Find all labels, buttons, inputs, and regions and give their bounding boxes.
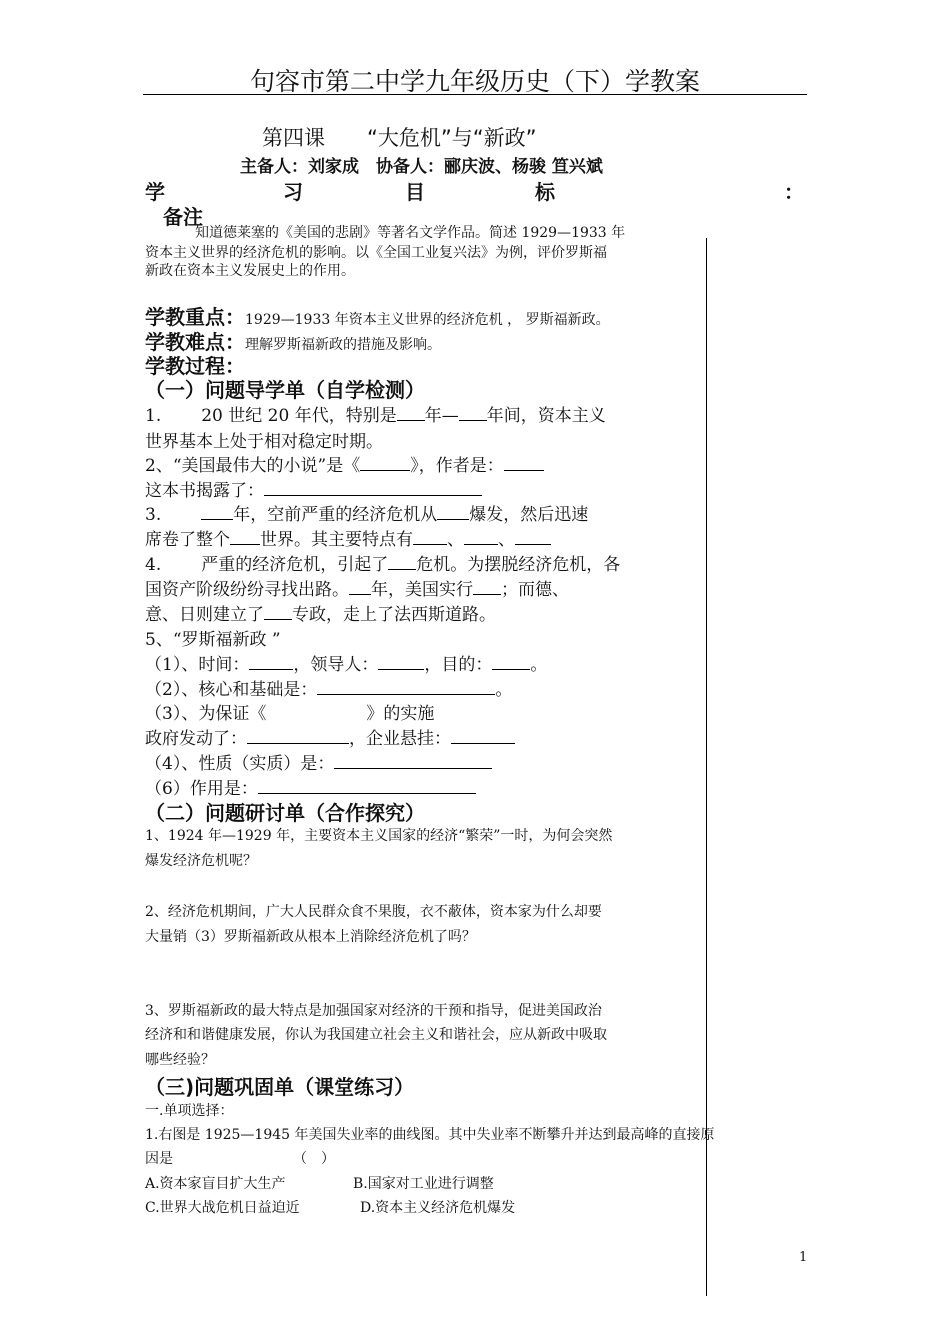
header-rule [143, 94, 807, 95]
goals-text-line-3: 新政在资本主义发展史上的作用。 [145, 263, 355, 279]
s1-q2-text-b: 》，作者是： [410, 456, 504, 476]
s1-q1-text-c: 年间，资本主义 [486, 406, 606, 426]
s1-q5-p1-end: 。 [530, 655, 548, 675]
s1-q2-blank-reveal[interactable] [264, 478, 482, 496]
s1-q5-p1-purpose: ，目的： [424, 655, 493, 675]
s1-q1-line2: 世界基本上处于相对稳定时期。 [145, 432, 383, 452]
s1-q3-blank-feature-1[interactable] [413, 527, 447, 545]
s1-q3-blank-place[interactable] [437, 502, 469, 520]
s1-q5-blank-campaign[interactable] [247, 726, 349, 744]
s1-q5-part4 [145, 749, 492, 774]
s1-q1-text-a: 20 世纪 20 年代，特别是 [201, 406, 397, 426]
s1-q5-blank-flag[interactable] [451, 726, 515, 744]
s1-q4-blank-policy[interactable] [473, 577, 501, 595]
goals-heading-char-4: 标 [535, 180, 555, 204]
s3-option-a[interactable]: A.资本家盲目扩大生产 [145, 1176, 286, 1192]
s1-q3-sep-1: 、 [447, 530, 464, 550]
s1-q2-blank-author[interactable] [504, 453, 544, 471]
difficult-points-text: 理解罗斯福新政的措施及影响。 [245, 337, 441, 353]
s1-q4-line3 [145, 600, 496, 625]
s1-q5-blank-core[interactable] [317, 677, 495, 695]
s1-q2-text-c: 这本书揭露了： [145, 481, 264, 501]
s1-q5-p3-gov: 政府发动了： [145, 729, 247, 749]
s1-q5-p3-ent: ，企业悬挂： [349, 729, 451, 749]
s1-q3-text-a: 年，空前严重的经济危机从 [233, 505, 438, 525]
s1-q5-p3-text: 》的实施 [366, 704, 435, 724]
s1-q4-number: 4. [145, 555, 162, 575]
s1-q5-part3-line1 [145, 699, 434, 724]
s1-q2-line1 [145, 451, 544, 476]
s1-q4-text-b: 危机。为摆脱经济危机，各 [416, 555, 621, 575]
goals-heading-colon: ： [784, 180, 804, 204]
s1-q4-text-d: 年，美国实行 [371, 580, 473, 600]
s1-q5-blank-leader[interactable] [378, 652, 424, 670]
s1-q5-blank-nature[interactable] [334, 751, 492, 769]
note-label: 备注 [163, 205, 203, 229]
s1-q3-line1 [145, 500, 588, 525]
s1-q5-blank-effect[interactable] [258, 776, 476, 794]
section2-title: （二）问题研讨单（合作探究） [145, 801, 425, 825]
s1-q5-part2 [145, 675, 512, 700]
s1-q1-line1 [145, 401, 606, 426]
s1-q3-blank-feature-3[interactable] [515, 527, 551, 545]
s3-option-b[interactable]: B.国家对工业进行调整 [353, 1176, 494, 1192]
s1-q5-p1-leader: ，领导人： [293, 655, 379, 675]
s1-q4-text-f: 意、日则建立了 [145, 605, 264, 625]
s1-q4-blank-regime[interactable] [264, 602, 292, 620]
s2-q3-line2: 经济和和谐健康发展，你认为我国建立社会主义和谐社会，应从新政中吸取 [145, 1027, 607, 1043]
s1-q4-line2 [145, 575, 569, 600]
s1-q3-blank-feature-2[interactable] [464, 527, 498, 545]
goals-text-line-2: 资本主义世界的经济危机的影响。以《全国工业复兴法》为例，评价罗斯福 [145, 245, 607, 261]
s2-q2-line1: 2、经济危机期间，广大人民群众食不果腹，衣不蔽体，资本家为什么却要 [145, 904, 602, 920]
goals-heading-char-3: 目 [405, 180, 425, 204]
s1-q5-p3-label: （3）、为保证《 [145, 704, 267, 724]
s3-q1-text: 因是 [145, 1151, 173, 1167]
page-number: 1 [799, 1250, 808, 1265]
s1-q3-blank-year[interactable] [201, 502, 233, 520]
goals-heading-char-1: 学 [145, 180, 165, 204]
s1-q3-blank-world[interactable] [230, 527, 260, 545]
key-points-label: 学教重点： [145, 305, 245, 329]
document-header-title: 句容市第二中学九年级历史（下）学教案 [249, 67, 700, 96]
s3-q1-answer-paren[interactable]: （ ） [293, 1151, 335, 1167]
lesson-authors: 主备人：刘家成 协备人：郦庆波、杨骏 笪兴斌 [240, 157, 603, 177]
s1-q5-blank-purpose[interactable] [492, 652, 530, 670]
s1-q5-part1 [145, 650, 547, 675]
difficult-points-label: 学教难点： [145, 330, 245, 354]
s2-q1-line1: 1、1924 年—1929 年，主要资本主义国家的经济“繁荣”一时，为何会突然 [145, 828, 613, 844]
s1-q4-text-a: 严重的经济危机，引起了 [201, 555, 389, 575]
s1-q5-part6 [145, 774, 476, 799]
s2-q3-line1: 3、罗斯福新政的最大特点是加强国家对经济的干预和指导，促进美国政治 [145, 1003, 602, 1019]
s1-q4-blank-crisis[interactable] [388, 552, 416, 570]
lesson-title: 第四课 “大危机”与“新政” [262, 126, 537, 150]
s2-q3-line3: 哪些经验？ [145, 1052, 215, 1068]
s1-q1-blank-2[interactable] [459, 403, 487, 421]
s1-q1-text-b: 年— [424, 406, 459, 426]
s1-q4-text-c: 国资产阶级纷纷寻找出路。 [145, 580, 349, 600]
s1-q5-p2-label: （2）、核心和基础是： [145, 680, 318, 700]
key-points-text: 1929—1933 年资本主义世界的经济危机 ， 罗斯福新政。 [245, 312, 610, 328]
s3-option-c[interactable]: C.世界大战危机日益迫近 [145, 1200, 300, 1216]
s2-q1-line2: 爆发经济危机呢？ [145, 853, 257, 869]
s1-q4-blank-year[interactable] [349, 577, 371, 595]
s1-q4-text-g: 专政，走上了法西斯道路。 [292, 605, 496, 625]
goals-heading-char-2: 习 [283, 180, 303, 204]
s1-q3-text-c: 席卷了整个 [145, 530, 230, 550]
s1-q3-text-b: 爆发，然后迅速 [469, 505, 589, 525]
s1-q5-p1-label: （1）、时间： [145, 655, 250, 675]
s1-q5-blank-time[interactable] [249, 652, 293, 670]
s1-q3-number: 3. [145, 505, 162, 525]
s1-q5-p4-label: （4）、性质（实质）是： [145, 754, 335, 774]
s1-q2-line2 [145, 476, 482, 501]
s1-q4-line1 [145, 550, 620, 575]
s1-q3-sep-2: 、 [498, 530, 515, 550]
s1-q2-text-a: 2、“美国最伟大的小说”是《 [145, 456, 361, 476]
s1-q5-part3-line2 [145, 724, 515, 749]
s3-subtitle: 一.单项选择： [145, 1103, 234, 1119]
s3-q1-line1: 1.右图是 1925—1945 年美国失业率的曲线图。其中失业率不断攀升并达到最高峰的直接原 [145, 1127, 715, 1143]
s1-q5-p6-label: （6）作用是： [145, 779, 258, 799]
section1-title: （一）问题导学单（自学检测） [145, 378, 425, 402]
s1-q3-line2 [145, 525, 551, 550]
s1-q1-number: 1. [145, 406, 162, 426]
s1-q5-title: 5、“罗斯福新政 ” [145, 630, 281, 650]
s2-q2-line2: 大量销（3）罗斯福新政从根本上消除经济危机了吗？ [145, 929, 476, 945]
section3-title: （三)问题巩固单（课堂练习） [145, 1075, 415, 1099]
s1-q4-text-e: ；而德、 [501, 580, 569, 600]
s3-q1-line2 [145, 1148, 335, 1168]
s1-q1-blank-1[interactable] [397, 403, 425, 421]
process-label: 学教过程： [145, 354, 245, 378]
s1-q2-blank-book[interactable] [360, 453, 410, 471]
s1-q3-text-d: 世界。其主要特点有 [260, 530, 413, 550]
s1-q5-p2-end: 。 [495, 680, 513, 700]
goals-text-line-1: 知道德莱塞的《美国的悲剧》等著名文学作品。简述 1929—1933 年 [195, 225, 626, 241]
s3-option-d[interactable]: D.资本主义经济危机爆发 [360, 1200, 516, 1216]
